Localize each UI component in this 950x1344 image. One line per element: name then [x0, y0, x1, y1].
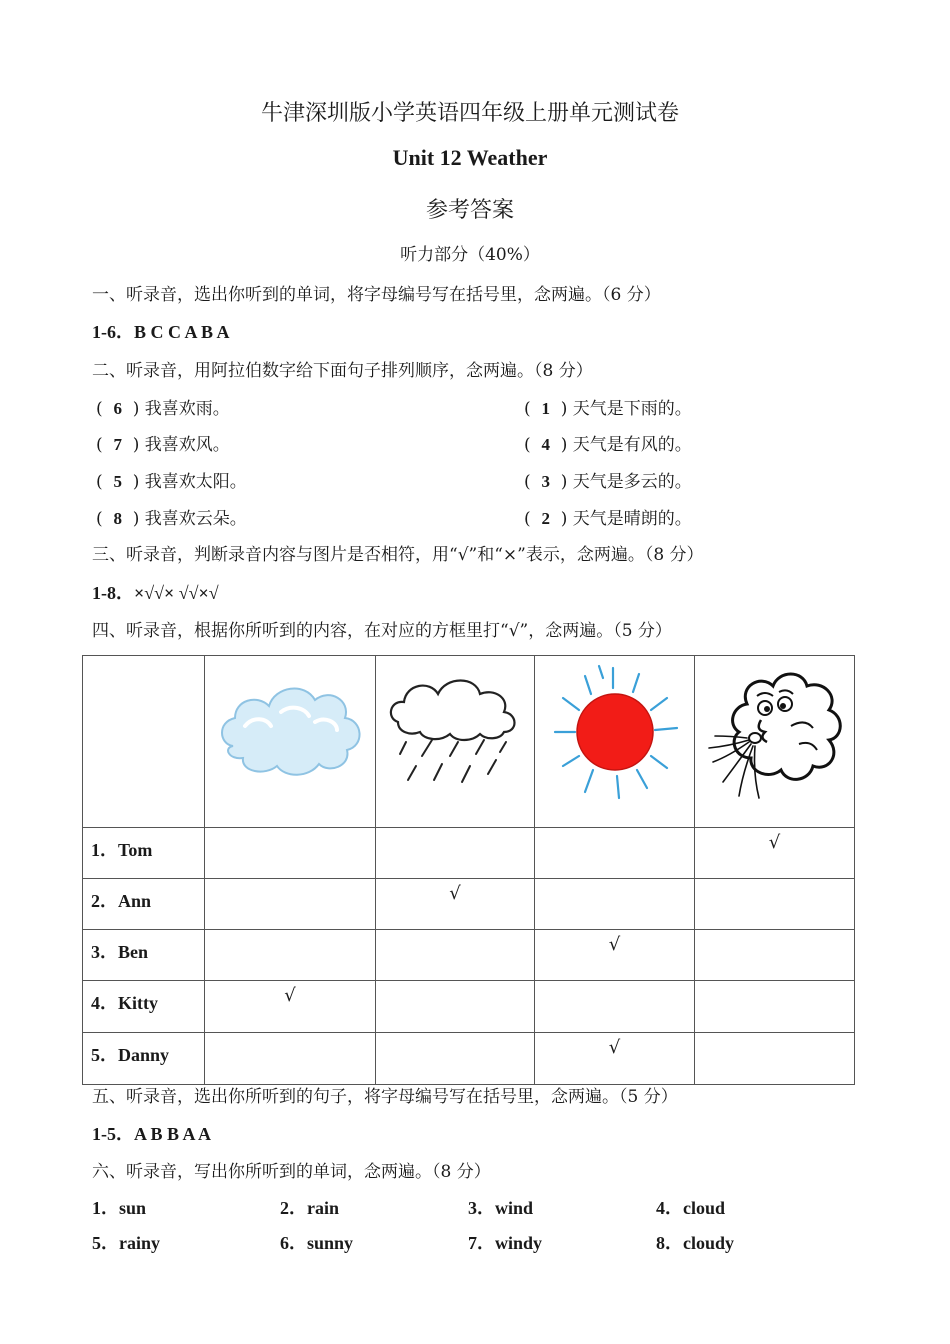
- q2-text: 我喜欢云朵。: [144, 509, 247, 529]
- q2-num: 2: [541, 509, 550, 528]
- student-name: 5．Danny: [83, 1033, 205, 1085]
- picture-cell: [376, 656, 535, 828]
- q2-item: ( 4 ) 天气是有风的。: [524, 435, 692, 455]
- q1-answer: 1-6．B C C A B A: [92, 322, 230, 342]
- document-title: 牛津深圳版小学英语四年级上册单元测试卷: [260, 101, 679, 126]
- q2-item: ( 1 ) 天气是下雨的。: [524, 399, 692, 419]
- q2-num: 4: [541, 435, 550, 454]
- check-cell: [695, 879, 855, 930]
- check-cell: [535, 879, 695, 930]
- q2-num: 8: [113, 509, 122, 528]
- q2-num: 3: [541, 472, 550, 491]
- check-cell: [535, 981, 695, 1033]
- student-name: 2．Ann: [83, 879, 205, 930]
- picture-row: [83, 656, 855, 828]
- q2-num: 7: [113, 435, 122, 454]
- q6-prompt: 六、听录音，写出你所听到的单词，念两遍。（8 分）: [92, 1162, 491, 1182]
- q2-text: 天气是多云的。: [572, 472, 692, 492]
- q5-prompt: 五、听录音，选出你所听到的句子，将字母编号写在括号里，念两遍。（5 分）: [92, 1087, 678, 1107]
- check-cell: √: [695, 828, 855, 879]
- q2-item: ( 6 ) 我喜欢雨。: [96, 399, 230, 419]
- table-row: [83, 828, 855, 879]
- q2-text: 我喜欢风。: [144, 435, 230, 455]
- q2-item: ( 7 ) 我喜欢风。: [96, 435, 230, 455]
- answer-key-title: 参考答案: [425, 198, 514, 223]
- check-cell: [205, 828, 376, 879]
- q2-num: 5: [113, 472, 122, 491]
- q2-item: ( 8 ) 我喜欢云朵。: [96, 509, 247, 529]
- check-cell: [376, 930, 535, 981]
- q1-prompt: 一、听录音，选出你听到的单词，将字母编号写在括号里，念两遍。（6 分）: [92, 285, 661, 305]
- q2-prompt: 二、听录音，用阿拉伯数字给下面句子排列顺序，念两遍。（8 分）: [92, 361, 593, 381]
- sun-icon: [535, 656, 694, 822]
- list-item: 2．rain: [280, 1198, 340, 1218]
- q2-text: 我喜欢雨。: [144, 399, 230, 419]
- wind-icon: [695, 656, 854, 822]
- q4-prompt: 四、听录音，根据你所听到的内容，在对应的方框里打“√”，念两遍。（5 分）: [92, 621, 672, 641]
- check-cell: [205, 930, 376, 981]
- cloud-icon: [205, 656, 375, 822]
- table-row: [83, 1033, 855, 1085]
- q5-answer: 1-5．A B B A A: [92, 1124, 212, 1144]
- rain-icon: [376, 656, 534, 822]
- student-name: 1．Tom: [83, 828, 205, 879]
- check-cell: [376, 1033, 535, 1085]
- list-item: 7．windy: [468, 1233, 543, 1253]
- check-cell: √: [535, 1033, 695, 1085]
- q2-text: 天气是晴朗的。: [572, 509, 692, 529]
- picture-cell: [205, 656, 376, 828]
- list-item: 5．rainy: [92, 1233, 161, 1253]
- student-name: 3．Ben: [83, 930, 205, 981]
- table-row: [83, 930, 855, 981]
- q2-text: 我喜欢太阳。: [144, 472, 247, 492]
- q3-answer: 1-8．×√√× √√×√: [92, 583, 219, 603]
- check-cell: [205, 1033, 376, 1085]
- list-item: 1．sun: [92, 1198, 147, 1218]
- q4-answer-table: [82, 655, 855, 1085]
- list-item: 8．cloudy: [656, 1233, 735, 1253]
- unit-title: Unit 12 Weather: [392, 145, 548, 170]
- q2-num: 6: [113, 399, 122, 418]
- list-item: 3．wind: [468, 1198, 534, 1218]
- check-cell: [376, 828, 535, 879]
- q2-num: 1: [541, 399, 550, 418]
- check-cell: [535, 828, 695, 879]
- check-cell: [376, 981, 535, 1033]
- q2-item: ( 2 ) 天气是晴朗的。: [524, 509, 692, 529]
- student-name: 4．Kitty: [83, 981, 205, 1033]
- list-item: 6．sunny: [280, 1233, 354, 1253]
- check-cell: [695, 1033, 855, 1085]
- check-cell: [695, 981, 855, 1033]
- check-cell: [695, 930, 855, 981]
- check-cell: √: [376, 879, 535, 930]
- empty-header-cell: [83, 656, 205, 828]
- q2-text: 天气是下雨的。: [572, 399, 692, 419]
- q3-prompt: 三、听录音，判断录音内容与图片是否相符，用“√”和“×”表示，念两遍。（8 分）: [92, 545, 704, 565]
- picture-cell: [535, 656, 695, 828]
- q2-item: ( 3 ) 天气是多云的。: [524, 472, 692, 492]
- section-title: 听力部分（40%）: [400, 245, 540, 265]
- q2-text: 天气是有风的。: [572, 435, 692, 455]
- picture-cell: [695, 656, 855, 828]
- check-cell: [205, 879, 376, 930]
- list-item: 4．cloud: [656, 1198, 726, 1218]
- check-cell: √: [535, 930, 695, 981]
- table-row: [83, 879, 855, 930]
- table-row: [83, 981, 855, 1033]
- q2-item: ( 5 ) 我喜欢太阳。: [96, 472, 247, 492]
- check-cell: √: [205, 981, 376, 1033]
